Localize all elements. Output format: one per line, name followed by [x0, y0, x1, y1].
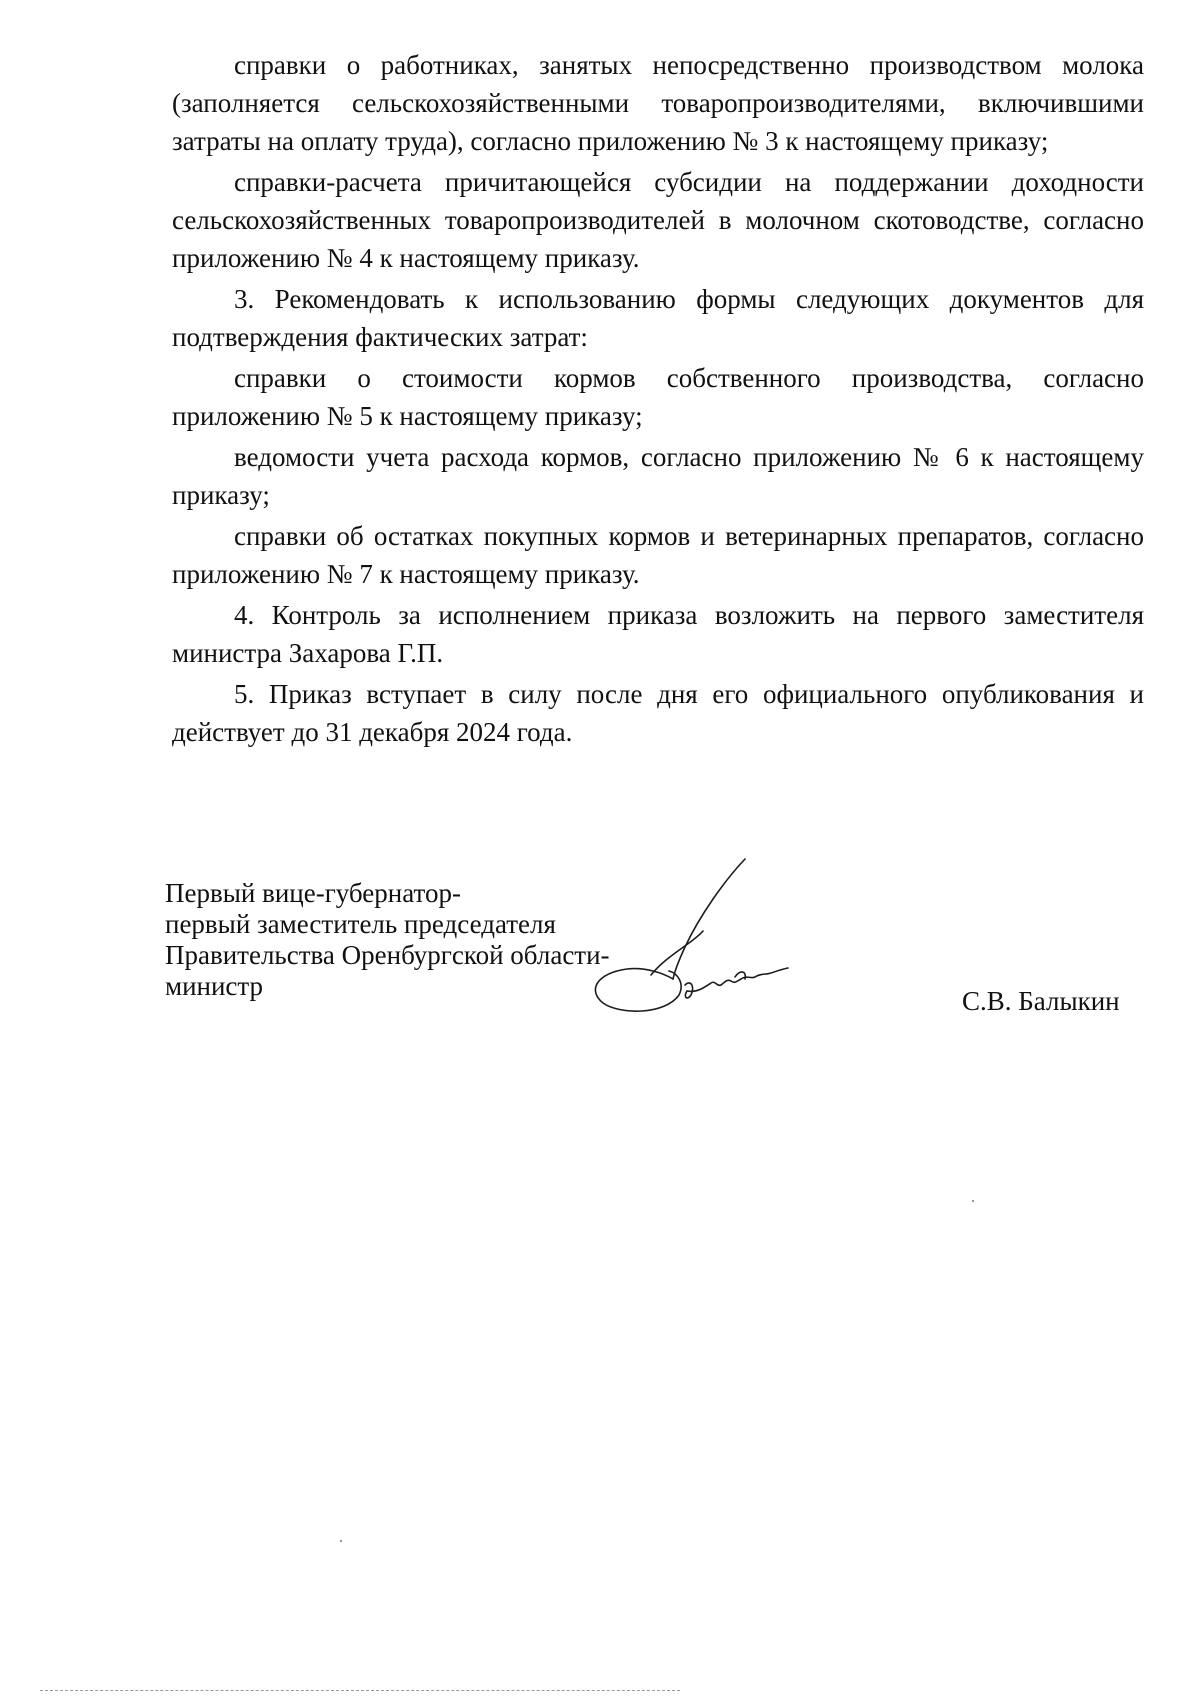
position-line: Правительства Оренбургской области-: [165, 940, 610, 970]
paragraph-appendix-5: справки о стоимости кормов собственного производства, согласно приложению № 5 к настоящему приказу;: [172, 363, 1144, 431]
paragraph-appendix-7: справки об остатках покупных кормов и ветеринарных препаратов, согласно приложению № 7 к настоящему приказу.: [172, 521, 1144, 589]
document-body: [172, 46, 1144, 754]
position-line: Первый вице-губернатор-: [165, 878, 461, 908]
signer-name: С.В. Балыкин: [962, 986, 1120, 1016]
scan-speck: [972, 1200, 974, 1202]
scan-speck: [340, 1540, 342, 1542]
signatory-position: [165, 878, 610, 1002]
position-line: первый заместитель председателя: [165, 909, 556, 939]
paragraph-item-4: 4. Контроль за исполнением приказа возложить на первого заместителя министра Захарова Г.П.: [172, 600, 1144, 668]
paragraph-item-5: 5. Приказ вступает в силу после дня его официального опубликования и действует до 31 декабря 2024 года.: [172, 679, 1144, 747]
page-edge-line: [40, 1690, 680, 1691]
paragraph-appendix-6: ведомости учета расхода кормов, согласно приложению № 6 к настоящему приказу;: [172, 442, 1144, 510]
paragraph-appendix-3: справки о работниках, занятых непосредственно производством молока (заполняется сельскохозяйственными товаропроизводителями, включившими затраты на оплату труда), согласно приложению № 3 к настоящему приказу;: [172, 50, 1144, 156]
handwritten-signature: [575, 855, 790, 1015]
paragraph-appendix-4: справки-расчета причитающейся субсидии на поддержании доходности сельскохозяйственных товаропроизводителей в молочном скотоводстве, согласно приложению № 4 к настоящему приказу.: [172, 167, 1144, 273]
position-line: министр: [165, 971, 264, 1001]
paragraph-item-3: 3. Рекомендовать к использованию формы следующих документов для подтверждения фактических затрат:: [172, 284, 1144, 352]
